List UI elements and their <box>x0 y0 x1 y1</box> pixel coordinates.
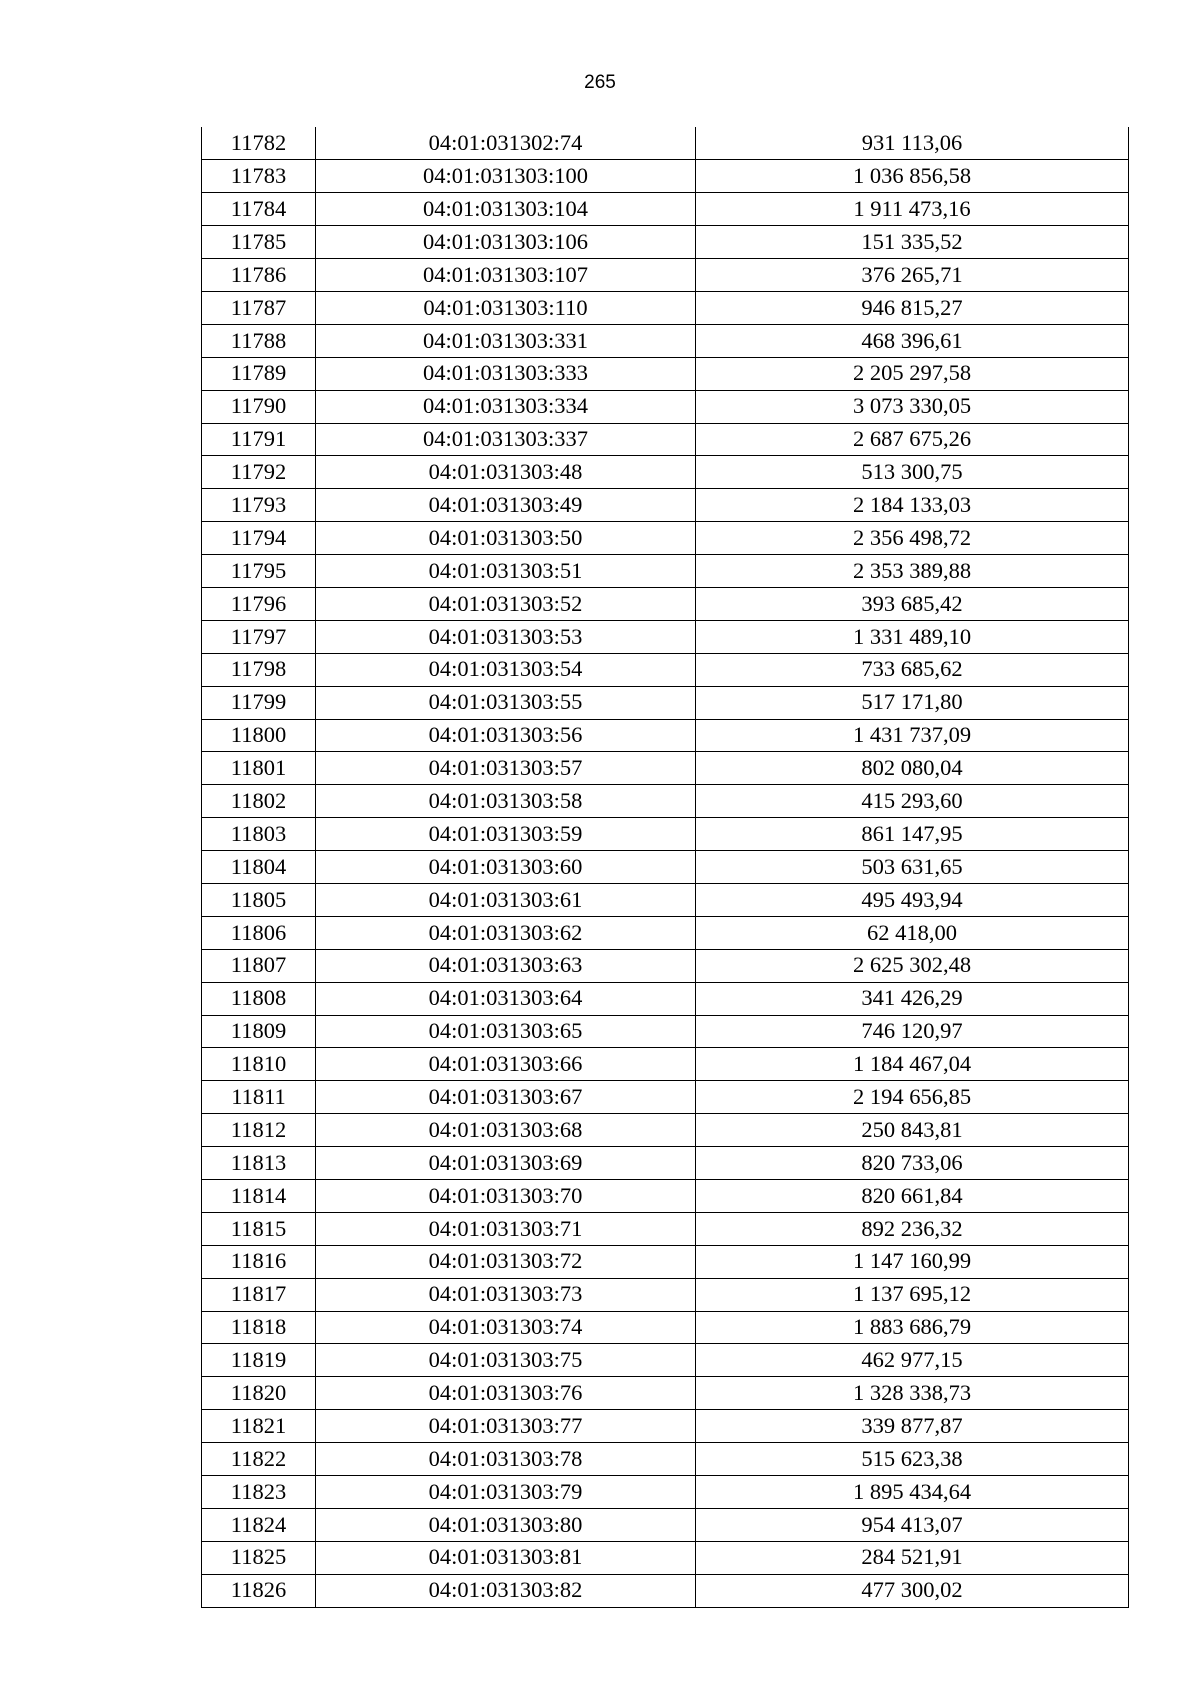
row-number-cell: 11800 <box>202 719 316 752</box>
cadastral-value-cell: 1 895 434,64 <box>696 1476 1129 1509</box>
cadastral-number-cell: 04:01:031302:74 <box>316 127 696 160</box>
table-row <box>202 160 1129 193</box>
table-row <box>202 324 1129 357</box>
row-number-cell: 11792 <box>202 456 316 489</box>
table-row <box>202 818 1129 851</box>
cadastral-value-cell: 746 120,97 <box>696 1015 1129 1048</box>
row-number-cell: 11788 <box>202 324 316 357</box>
table-row <box>202 949 1129 982</box>
table-row <box>202 1147 1129 1180</box>
row-number-cell: 11810 <box>202 1048 316 1081</box>
table-row <box>202 1114 1129 1147</box>
cadastral-number-cell: 04:01:031303:67 <box>316 1081 696 1114</box>
cadastral-value-cell: 892 236,32 <box>696 1212 1129 1245</box>
table-row <box>202 883 1129 916</box>
table-row <box>202 1574 1129 1607</box>
cadastral-value-cell: 2 184 133,03 <box>696 489 1129 522</box>
page-number: 265 <box>584 72 616 93</box>
cadastral-number-cell: 04:01:031303:49 <box>316 489 696 522</box>
cadastral-number-cell: 04:01:031303:72 <box>316 1245 696 1278</box>
cadastral-number-cell: 04:01:031303:62 <box>316 916 696 949</box>
cadastral-value-cell: 1 328 338,73 <box>696 1377 1129 1410</box>
table-row <box>202 522 1129 555</box>
row-number-cell: 11804 <box>202 851 316 884</box>
cadastral-number-cell: 04:01:031303:106 <box>316 226 696 259</box>
row-number-cell: 11824 <box>202 1508 316 1541</box>
cadastral-number-cell: 04:01:031303:104 <box>316 193 696 226</box>
table-row <box>202 1278 1129 1311</box>
table-row <box>202 489 1129 522</box>
cadastral-value-cell: 415 293,60 <box>696 785 1129 818</box>
cadastral-number-cell: 04:01:031303:58 <box>316 785 696 818</box>
cadastral-number-cell: 04:01:031303:63 <box>316 949 696 982</box>
row-number-cell: 11793 <box>202 489 316 522</box>
table-row <box>202 127 1129 160</box>
cadastral-number-cell: 04:01:031303:74 <box>316 1311 696 1344</box>
cadastral-number-cell: 04:01:031303:76 <box>316 1377 696 1410</box>
table-row <box>202 752 1129 785</box>
cadastral-number-cell: 04:01:031303:50 <box>316 522 696 555</box>
table-row <box>202 851 1129 884</box>
row-number-cell: 11811 <box>202 1081 316 1114</box>
table-row <box>202 291 1129 324</box>
table-row <box>202 686 1129 719</box>
cadastral-value-cell: 1 137 695,12 <box>696 1278 1129 1311</box>
table-row <box>202 1344 1129 1377</box>
row-number-cell: 11795 <box>202 555 316 588</box>
row-number-cell: 11803 <box>202 818 316 851</box>
table-row <box>202 555 1129 588</box>
cadastral-value-cell: 503 631,65 <box>696 851 1129 884</box>
row-number-cell: 11808 <box>202 982 316 1015</box>
cadastral-number-cell: 04:01:031303:81 <box>316 1541 696 1574</box>
cadastral-value-cell: 861 147,95 <box>696 818 1129 851</box>
cadastral-value-cell: 477 300,02 <box>696 1574 1129 1607</box>
cadastral-value-cell: 393 685,42 <box>696 587 1129 620</box>
cadastral-number-cell: 04:01:031303:53 <box>316 620 696 653</box>
cadastral-value-cell: 946 815,27 <box>696 291 1129 324</box>
cadastral-number-cell: 04:01:031303:331 <box>316 324 696 357</box>
cadastral-number-cell: 04:01:031303:56 <box>316 719 696 752</box>
row-number-cell: 11818 <box>202 1311 316 1344</box>
row-number-cell: 11805 <box>202 883 316 916</box>
cadastral-value-cell: 931 113,06 <box>696 127 1129 160</box>
cadastral-number-cell: 04:01:031303:65 <box>316 1015 696 1048</box>
cadastral-number-cell: 04:01:031303:55 <box>316 686 696 719</box>
table-row <box>202 916 1129 949</box>
table-row <box>202 1081 1129 1114</box>
table-row <box>202 653 1129 686</box>
cadastral-number-cell: 04:01:031303:57 <box>316 752 696 785</box>
row-number-cell: 11816 <box>202 1245 316 1278</box>
cadastral-value-cell: 517 171,80 <box>696 686 1129 719</box>
table-row <box>202 193 1129 226</box>
row-number-cell: 11820 <box>202 1377 316 1410</box>
table-row <box>202 785 1129 818</box>
cadastral-number-cell: 04:01:031303:54 <box>316 653 696 686</box>
cadastral-number-cell: 04:01:031303:334 <box>316 390 696 423</box>
cadastral-number-cell: 04:01:031303:61 <box>316 883 696 916</box>
table-row <box>202 1508 1129 1541</box>
row-number-cell: 11791 <box>202 423 316 456</box>
table-row <box>202 1377 1129 1410</box>
cadastral-number-cell: 04:01:031303:70 <box>316 1180 696 1213</box>
cadastral-value-cell: 820 661,84 <box>696 1180 1129 1213</box>
table-row <box>202 719 1129 752</box>
cadastral-value-cell: 2 625 302,48 <box>696 949 1129 982</box>
row-number-cell: 11784 <box>202 193 316 226</box>
cadastral-number-cell: 04:01:031303:80 <box>316 1508 696 1541</box>
cadastral-number-cell: 04:01:031303:69 <box>316 1147 696 1180</box>
cadastral-number-cell: 04:01:031303:73 <box>316 1278 696 1311</box>
table-row <box>202 1015 1129 1048</box>
cadastral-value-cell: 284 521,91 <box>696 1541 1129 1574</box>
table-row <box>202 1212 1129 1245</box>
table-row <box>202 357 1129 390</box>
row-number-cell: 11806 <box>202 916 316 949</box>
cadastral-value-cell: 802 080,04 <box>696 752 1129 785</box>
table-row <box>202 1311 1129 1344</box>
row-number-cell: 11787 <box>202 291 316 324</box>
row-number-cell: 11812 <box>202 1114 316 1147</box>
table-row <box>202 1443 1129 1476</box>
cadastral-number-cell: 04:01:031303:75 <box>316 1344 696 1377</box>
row-number-cell: 11814 <box>202 1180 316 1213</box>
table-row <box>202 259 1129 292</box>
row-number-cell: 11809 <box>202 1015 316 1048</box>
cadastral-number-cell: 04:01:031303:110 <box>316 291 696 324</box>
row-number-cell: 11783 <box>202 160 316 193</box>
row-number-cell: 11813 <box>202 1147 316 1180</box>
table-row <box>202 456 1129 489</box>
row-number-cell: 11782 <box>202 127 316 160</box>
row-number-cell: 11785 <box>202 226 316 259</box>
table-row <box>202 423 1129 456</box>
cadastral-value-cell: 376 265,71 <box>696 259 1129 292</box>
cadastral-number-cell: 04:01:031303:59 <box>316 818 696 851</box>
cadastral-number-cell: 04:01:031303:77 <box>316 1410 696 1443</box>
row-number-cell: 11789 <box>202 357 316 390</box>
cadastral-value-cell: 2 194 656,85 <box>696 1081 1129 1114</box>
cadastral-value-cell: 2 353 389,88 <box>696 555 1129 588</box>
cadastral-number-cell: 04:01:031303:79 <box>316 1476 696 1509</box>
cadastral-number-cell: 04:01:031303:48 <box>316 456 696 489</box>
table-row <box>202 982 1129 1015</box>
row-number-cell: 11801 <box>202 752 316 785</box>
row-number-cell: 11807 <box>202 949 316 982</box>
cadastral-number-cell: 04:01:031303:107 <box>316 259 696 292</box>
row-number-cell: 11786 <box>202 259 316 292</box>
cadastral-value-cell: 62 418,00 <box>696 916 1129 949</box>
cadastral-value-cell: 733 685,62 <box>696 653 1129 686</box>
cadastral-value-cell: 462 977,15 <box>696 1344 1129 1377</box>
cadastral-value-cell: 1 184 467,04 <box>696 1048 1129 1081</box>
cadastral-value-cell: 468 396,61 <box>696 324 1129 357</box>
cadastral-value-cell: 341 426,29 <box>696 982 1129 1015</box>
row-number-cell: 11815 <box>202 1212 316 1245</box>
cadastral-number-cell: 04:01:031303:66 <box>316 1048 696 1081</box>
row-number-cell: 11826 <box>202 1574 316 1607</box>
table-row <box>202 390 1129 423</box>
cadastral-value-table <box>201 127 1129 1608</box>
row-number-cell: 11797 <box>202 620 316 653</box>
cadastral-number-cell: 04:01:031303:82 <box>316 1574 696 1607</box>
cadastral-value-cell: 2 356 498,72 <box>696 522 1129 555</box>
cadastral-value-cell: 2 687 675,26 <box>696 423 1129 456</box>
cadastral-number-cell: 04:01:031303:64 <box>316 982 696 1015</box>
table-row <box>202 226 1129 259</box>
cadastral-value-cell: 820 733,06 <box>696 1147 1129 1180</box>
cadastral-value-cell: 1 911 473,16 <box>696 193 1129 226</box>
cadastral-number-cell: 04:01:031303:333 <box>316 357 696 390</box>
row-number-cell: 11822 <box>202 1443 316 1476</box>
cadastral-number-cell: 04:01:031303:60 <box>316 851 696 884</box>
cadastral-value-cell: 339 877,87 <box>696 1410 1129 1443</box>
cadastral-value-cell: 1 883 686,79 <box>696 1311 1129 1344</box>
row-number-cell: 11825 <box>202 1541 316 1574</box>
cadastral-value-cell: 1 036 856,58 <box>696 160 1129 193</box>
table-row <box>202 1180 1129 1213</box>
cadastral-value-cell: 2 205 297,58 <box>696 357 1129 390</box>
table-row <box>202 1048 1129 1081</box>
cadastral-number-cell: 04:01:031303:71 <box>316 1212 696 1245</box>
row-number-cell: 11802 <box>202 785 316 818</box>
cadastral-number-cell: 04:01:031303:68 <box>316 1114 696 1147</box>
row-number-cell: 11799 <box>202 686 316 719</box>
row-number-cell: 11823 <box>202 1476 316 1509</box>
row-number-cell: 11794 <box>202 522 316 555</box>
table-row <box>202 1245 1129 1278</box>
cadastral-value-cell: 954 413,07 <box>696 1508 1129 1541</box>
cadastral-value-cell: 1 431 737,09 <box>696 719 1129 752</box>
table-row <box>202 1410 1129 1443</box>
cadastral-number-cell: 04:01:031303:52 <box>316 587 696 620</box>
table-row <box>202 1541 1129 1574</box>
cadastral-value-cell: 3 073 330,05 <box>696 390 1129 423</box>
cadastral-number-cell: 04:01:031303:100 <box>316 160 696 193</box>
row-number-cell: 11821 <box>202 1410 316 1443</box>
cadastral-value-cell: 513 300,75 <box>696 456 1129 489</box>
cadastral-value-cell: 1 147 160,99 <box>696 1245 1129 1278</box>
cadastral-value-cell: 250 843,81 <box>696 1114 1129 1147</box>
cadastral-value-cell: 151 335,52 <box>696 226 1129 259</box>
cadastral-value-cell: 515 623,38 <box>696 1443 1129 1476</box>
cadastral-number-cell: 04:01:031303:337 <box>316 423 696 456</box>
table-row <box>202 620 1129 653</box>
cadastral-value-cell: 1 331 489,10 <box>696 620 1129 653</box>
cadastral-value-cell: 495 493,94 <box>696 883 1129 916</box>
cadastral-number-cell: 04:01:031303:51 <box>316 555 696 588</box>
row-number-cell: 11798 <box>202 653 316 686</box>
table-row <box>202 587 1129 620</box>
table-row <box>202 1476 1129 1509</box>
table-body <box>202 127 1129 1607</box>
row-number-cell: 11817 <box>202 1278 316 1311</box>
row-number-cell: 11796 <box>202 587 316 620</box>
row-number-cell: 11790 <box>202 390 316 423</box>
row-number-cell: 11819 <box>202 1344 316 1377</box>
cadastral-number-cell: 04:01:031303:78 <box>316 1443 696 1476</box>
